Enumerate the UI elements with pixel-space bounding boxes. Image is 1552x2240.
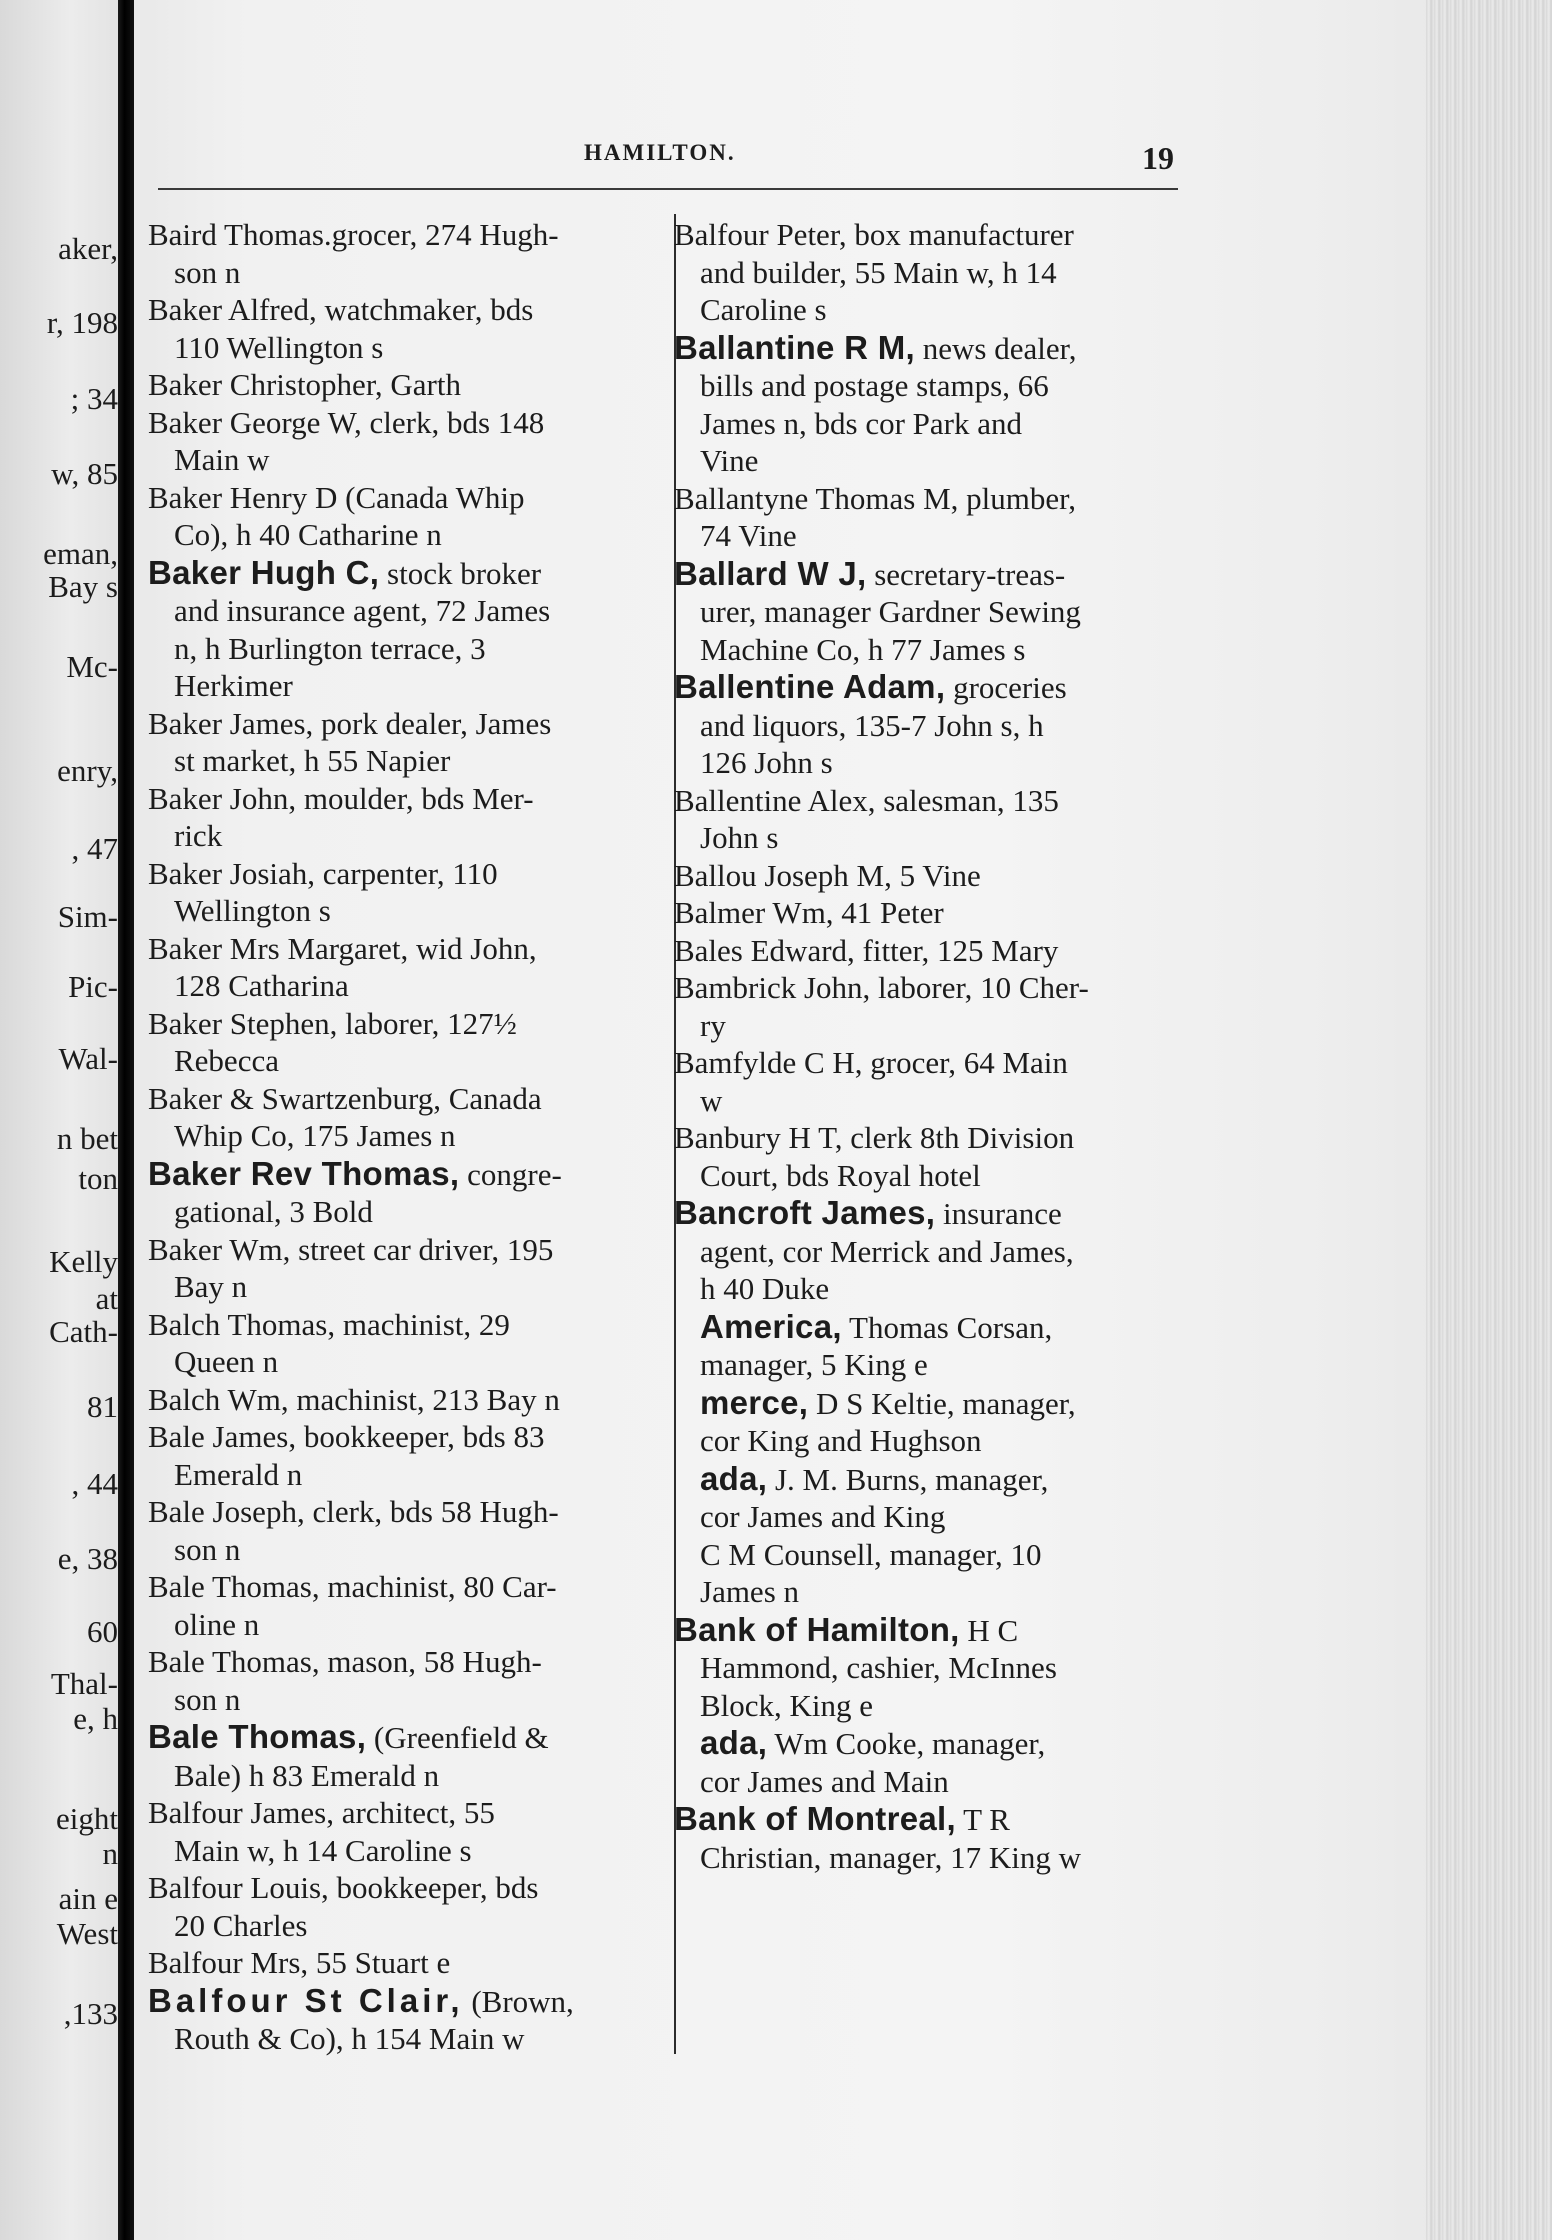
directory-entry	[674, 1119, 1202, 1194]
entry-continuation-line: 126 John s	[700, 745, 833, 780]
margin-fragment: Mc-	[66, 649, 118, 684]
margin-fragment: eight	[56, 1801, 118, 1836]
entry-continuation-line: Whip Co, 175 James n	[174, 1118, 456, 1153]
entry-continuation-line: n, h Burlington terrace, 3	[174, 630, 486, 666]
directory-entry	[148, 705, 668, 780]
directory-entry	[148, 855, 668, 930]
entry-bold-name: Bancroft James,	[674, 1194, 936, 1231]
entry-text: D S Keltie, manager,	[808, 1385, 1076, 1421]
previous-page-edge	[0, 0, 118, 2240]
entry-first-line: Bale Thomas, machinist, 80 Car-	[148, 1569, 557, 1604]
entry-continuation-line: C M Counsell, manager, 10	[700, 1536, 1042, 1572]
entry-first-line: Bambrick John, laborer, 10 Cher-	[674, 970, 1089, 1005]
margin-fragment: e, 38	[57, 1541, 118, 1576]
entry-first-line: Ballentine Alex, salesman, 135	[674, 782, 1059, 818]
entry-first-line: Baker George W, clerk, bds 148	[148, 404, 545, 440]
directory-entry	[148, 1080, 668, 1155]
margin-fragment: Kelly	[49, 1244, 118, 1279]
header-rule	[158, 188, 1178, 190]
entry-continuation-line: John s	[700, 820, 779, 855]
entry-continuation-line: cor James and King	[700, 1499, 946, 1534]
directory-entry	[674, 894, 1202, 932]
entry-continuation-line: manager, 5 King e	[700, 1347, 928, 1382]
margin-fragment: 60	[87, 1614, 118, 1649]
entry-first-line	[674, 329, 1202, 368]
entry-first-line	[674, 1800, 1202, 1839]
directory-entry	[148, 1005, 668, 1080]
entry-bold-name: Baker Hugh C,	[148, 553, 380, 591]
entry-continuation-line: 110 Wellington s	[174, 329, 384, 365]
entry-continuation-line: Rebecca	[174, 1043, 279, 1078]
directory-entry	[148, 1643, 668, 1718]
margin-fragment: ; 34	[70, 381, 118, 416]
directory-entry	[148, 1306, 668, 1381]
entry-continuation-line	[674, 1460, 1202, 1499]
entry-bold-name: ada,	[700, 1459, 768, 1497]
directory-entry	[148, 1381, 668, 1419]
entry-continuation-line: bills and postage stamps, 66	[700, 368, 1049, 403]
entry-continuation-line: and builder, 55 Main w, h 14	[700, 254, 1057, 290]
entry-bold-name: Bank of Montreal,	[674, 1800, 956, 1837]
directory-entry	[148, 1794, 668, 1869]
entry-bold-name: Ballantine R M,	[674, 328, 916, 366]
entry-continuation-line: 128 Catharina	[174, 968, 349, 1003]
directory-entry	[148, 1718, 668, 1794]
entry-continuation-line: Vine	[700, 443, 759, 478]
directory-entry	[674, 1536, 1202, 1611]
entry-first-line: Balch Wm, machinist, 213 Bay n	[148, 1381, 560, 1417]
entry-first-line: Bales Edward, fitter, 125 Mary	[674, 932, 1059, 968]
entry-first-line: Baker Mrs Margaret, wid John,	[148, 930, 537, 966]
directory-entry	[148, 1231, 668, 1306]
directory-entry	[148, 1869, 668, 1944]
margin-fragment: eman,	[43, 536, 118, 571]
entry-bold-name: ada,	[700, 1724, 768, 1761]
entry-first-line	[148, 1982, 668, 2021]
margin-fragment: Wal-	[58, 1041, 118, 1076]
margin-fragment: ain e	[58, 1881, 118, 1916]
book-gutter	[118, 0, 134, 2240]
directory-entry	[148, 1944, 668, 1982]
entry-first-line: Ballou Joseph M, 5 Vine	[674, 857, 981, 893]
directory-entry	[148, 216, 668, 291]
margin-fragment: ton	[78, 1161, 118, 1196]
entry-continuation-line: son n	[174, 1681, 241, 1717]
entry-bold-name: merce,	[700, 1383, 809, 1421]
entry-continuation-line: w	[700, 1082, 723, 1118]
entry-first-line: Balfour Peter, box manufacturer	[674, 217, 1074, 252]
entry-continuation-line: cor James and Main	[700, 1763, 949, 1799]
entry-first-line	[674, 1194, 1202, 1233]
directory-entry	[674, 480, 1202, 555]
margin-fragment: Cath-	[49, 1314, 118, 1349]
entry-continuation-line: rick	[174, 818, 223, 853]
entry-continuation-line: Bale) h 83 Emerald n	[174, 1757, 440, 1793]
entry-continuation-line: urer, manager Gardner Sewing	[700, 594, 1081, 629]
entry-first-line: Bale James, bookkeeper, bds 83	[148, 1419, 545, 1454]
directory-page	[134, 0, 1552, 2240]
margin-fragment: r, 198	[46, 305, 118, 340]
entry-first-line	[674, 668, 1202, 707]
entry-text: H C	[959, 1612, 1019, 1648]
entry-first-line	[148, 1718, 668, 1757]
entry-continuation-line: agent, cor Merrick and James,	[700, 1233, 1074, 1269]
margin-fragment: Thal-	[50, 1666, 118, 1701]
entry-first-line: Baker Alfred, watchmaker, bds	[148, 292, 534, 327]
entry-bold-name: America,	[700, 1307, 842, 1345]
left-column	[148, 216, 668, 2058]
entry-continuation-line: Queen n	[174, 1344, 279, 1379]
entry-continuation-line: h 40 Duke	[700, 1271, 830, 1306]
right-column	[674, 216, 1202, 1876]
entry-first-line: Banbury H T, clerk 8th Division	[674, 1120, 1075, 1155]
margin-fragment: , 47	[71, 831, 118, 866]
directory-entry	[148, 1418, 668, 1493]
entry-continuation-line: Main w, h 14 Caroline s	[174, 1832, 472, 1868]
margin-fragment: Sim-	[57, 899, 118, 934]
directory-entry	[674, 1384, 1202, 1460]
directory-entry	[674, 329, 1202, 480]
entry-continuation-line: James n, bds cor Park and	[700, 405, 1022, 441]
entry-first-line: Baker John, moulder, bds Mer-	[148, 780, 534, 816]
directory-entry	[148, 1493, 668, 1568]
directory-entry	[148, 930, 668, 1005]
entry-continuation-line: son n	[174, 254, 241, 290]
entry-first-line: Balfour Mrs, 55 Stuart e	[148, 1945, 451, 1980]
entry-first-line: Bale Joseph, clerk, bds 58 Hugh-	[148, 1494, 559, 1529]
directory-entry	[674, 1611, 1202, 1725]
entry-first-line: Baker Christopher, Garth	[148, 367, 461, 402]
entry-continuation-line: and liquors, 135-7 John s, h	[700, 707, 1044, 743]
margin-fragment: ,133	[63, 1996, 118, 2031]
margin-fragment: aker,	[58, 231, 118, 266]
directory-entry	[674, 555, 1202, 669]
entry-continuation-line: son n	[174, 1531, 241, 1567]
entry-first-line	[148, 554, 668, 593]
entry-first-line: Baird Thomas.grocer, 274 Hugh-	[148, 217, 559, 252]
entry-bold-name: Ballentine Adam,	[674, 668, 946, 705]
margin-fragment: 81	[87, 1389, 118, 1424]
entry-first-line: Baker & Swartzenburg, Canada	[148, 1080, 542, 1116]
entry-first-line: Bamfylde C H, grocer, 64 Main	[674, 1045, 1068, 1080]
directory-entry	[674, 1800, 1202, 1876]
entry-text: stock broker	[379, 555, 542, 591]
directory-entry	[674, 668, 1202, 782]
page-stack-edge	[1426, 0, 1552, 2240]
entry-continuation-line	[674, 1308, 1202, 1347]
entry-continuation-line: Christian, manager, 17 King w	[700, 1839, 1082, 1875]
directory-entry	[148, 404, 668, 479]
margin-fragment: w, 85	[51, 456, 118, 491]
directory-entry	[674, 932, 1202, 970]
entry-continuation-line: Wellington s	[174, 893, 331, 928]
entry-first-line	[674, 555, 1202, 594]
margin-fragment: e, h	[73, 1701, 118, 1736]
entry-continuation-line: Court, bds Royal hotel	[700, 1157, 981, 1193]
entry-first-line: Balch Thomas, machinist, 29	[148, 1306, 510, 1342]
entry-text: insurance	[935, 1196, 1062, 1231]
entry-first-line: Baker Henry D (Canada Whip	[148, 479, 525, 515]
directory-entry	[148, 780, 668, 855]
directory-entry	[148, 554, 668, 705]
directory-entry	[674, 1044, 1202, 1119]
entry-continuation-line: Herkimer	[174, 668, 293, 703]
entry-bold-name: Bank of Hamilton,	[674, 1610, 960, 1648]
entry-first-line: Balfour Louis, bookkeeper, bds	[148, 1870, 539, 1905]
entry-text: Thomas Corsan,	[841, 1309, 1053, 1345]
entry-first-line: Balfour James, architect, 55	[148, 1795, 495, 1830]
entry-text: J. M. Burns, manager,	[767, 1461, 1049, 1497]
entry-first-line: Balmer Wm, 41 Peter	[674, 895, 944, 930]
entry-continuation-line	[674, 1384, 1202, 1423]
entry-continuation-line: Emerald n	[174, 1456, 303, 1492]
entry-bold-name: Balfour St Clair,	[148, 1981, 464, 2019]
entry-continuation-line: ry	[700, 1007, 726, 1043]
directory-entry	[674, 1308, 1202, 1384]
entry-continuation-line: Hammond, cashier, McInnes	[700, 1650, 1057, 1685]
entry-continuation-line: Machine Co, h 77 James s	[700, 631, 1026, 667]
entry-bold-name: Bale Thomas,	[148, 1718, 367, 1755]
margin-fragment: West	[56, 1916, 118, 1951]
entry-continuation-line: st market, h 55 Napier	[174, 743, 451, 778]
entry-first-line: Bale Thomas, mason, 58 Hugh-	[148, 1644, 542, 1679]
entry-continuation-line: Main w	[174, 442, 270, 477]
entry-text: groceries	[945, 670, 1067, 705]
directory-entry	[148, 479, 668, 554]
margin-fragment: enry,	[57, 753, 118, 788]
entry-continuation-line: cor King and Hughson	[700, 1423, 982, 1458]
page-number: 19	[1142, 140, 1174, 176]
entry-continuation-line: and insurance agent, 72 James	[174, 593, 551, 628]
margin-fragment: at	[95, 1281, 118, 1316]
directory-entry	[148, 1982, 668, 2058]
entry-text: T R	[955, 1802, 1010, 1837]
entry-first-line: Baker James, pork dealer, James	[148, 705, 552, 741]
directory-entry	[674, 782, 1202, 857]
margin-fragment: Pic-	[68, 969, 118, 1004]
directory-entry	[148, 291, 668, 366]
entry-continuation-line: Block, King e	[700, 1687, 874, 1723]
entry-continuation-line	[674, 1724, 1202, 1763]
entry-continuation-line: 74 Vine	[700, 518, 797, 553]
entry-continuation-line: Bay n	[174, 1269, 248, 1304]
entry-text: (Greenfield &	[366, 1720, 549, 1755]
margin-fragment: Bay s	[48, 569, 118, 604]
entry-bold-name: Baker Rev Thomas,	[148, 1154, 460, 1192]
entry-continuation-line: Caroline s	[700, 292, 827, 327]
directory-entry	[674, 1460, 1202, 1536]
directory-entry	[674, 969, 1202, 1044]
entry-text: (Brown,	[463, 1983, 574, 2019]
running-head: HAMILTON.	[584, 140, 736, 165]
directory-entry	[674, 1194, 1202, 1308]
entry-first-line: Baker Josiah, carpenter, 110	[148, 855, 498, 891]
directory-entry	[674, 857, 1202, 895]
directory-entry	[674, 216, 1202, 329]
margin-fragment: n	[102, 1836, 118, 1871]
margin-fragment: , 44	[71, 1466, 118, 1501]
entry-continuation-line: Routh & Co), h 154 Main w	[174, 2021, 525, 2056]
entry-text: Wm Cooke, manager,	[767, 1726, 1046, 1761]
entry-first-line	[148, 1155, 668, 1194]
entry-first-line	[674, 1611, 1202, 1650]
entry-first-line: Baker Stephen, laborer, 127½	[148, 1005, 517, 1041]
entry-continuation-line: Co), h 40 Catharine n	[174, 517, 442, 552]
entry-first-line: Baker Wm, street car driver, 195	[148, 1231, 554, 1267]
entry-bold-name: Ballard W J,	[674, 554, 867, 592]
entry-continuation-line: gational, 3 Bold	[174, 1194, 373, 1229]
directory-entry	[148, 1155, 668, 1231]
margin-fragment: n bet	[56, 1121, 118, 1156]
directory-entry	[148, 1568, 668, 1643]
entry-continuation-line: oline n	[174, 1606, 260, 1642]
entry-continuation-line: 20 Charles	[174, 1907, 308, 1943]
entry-first-line: Ballantyne Thomas M, plumber,	[674, 480, 1076, 516]
entry-text: secretary-treas-	[866, 556, 1066, 592]
entry-continuation-line: James n	[700, 1574, 800, 1609]
directory-entry	[148, 366, 668, 404]
directory-entry	[674, 1724, 1202, 1800]
entry-text: news dealer,	[915, 330, 1077, 366]
entry-text: congre-	[459, 1156, 562, 1192]
